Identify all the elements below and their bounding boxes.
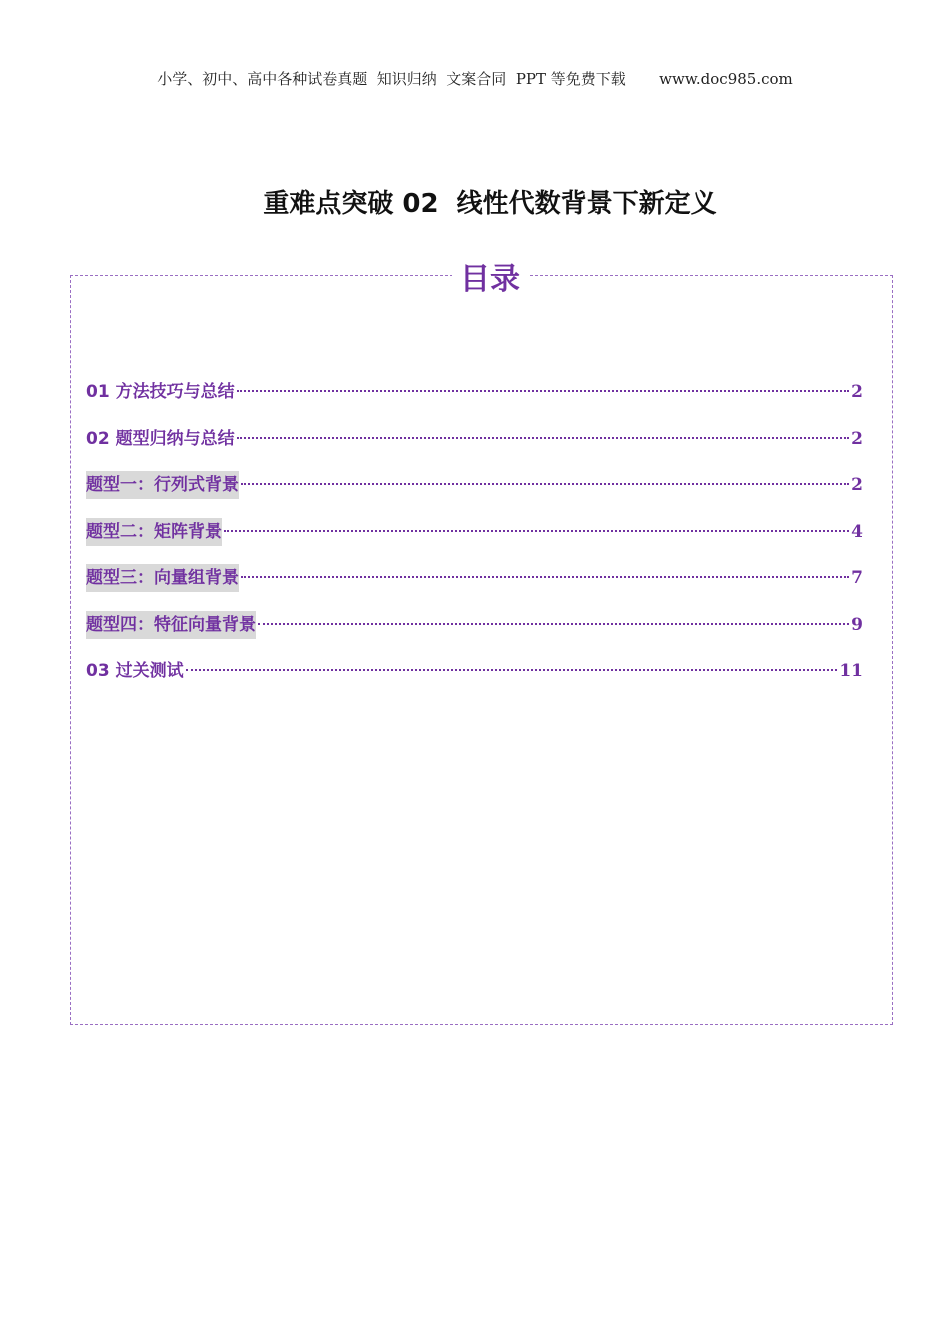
toc-leader-dots	[224, 530, 849, 532]
toc-entry-page: 7	[851, 568, 863, 588]
toc-entry-page: 2	[851, 428, 863, 449]
toc-entry-matrix[interactable]	[86, 518, 863, 565]
document-title: 重难点突破 02 线性代数背景下新定义	[263, 189, 717, 219]
toc-entry-label: 题型一：行列式背景	[86, 471, 239, 499]
page-header: 小学、初中、高中各种试卷真题 知识归纳 文案合同 PPT 等免费下载 www.doc985.com	[157, 70, 793, 88]
toc-leader-dots	[241, 576, 849, 578]
toc-leader-dots	[241, 483, 849, 485]
toc-entry-label: 02 题型归纳与总结	[86, 428, 235, 449]
toc-entry-label: 01 方法技巧与总结	[86, 382, 235, 402]
toc-entry-label: 题型四：特征向量背景	[86, 611, 256, 639]
toc-list	[86, 378, 863, 704]
toc-entry-question-types[interactable]	[86, 425, 863, 472]
toc-entry-test[interactable]	[86, 657, 863, 704]
toc-leader-dots	[186, 669, 838, 671]
toc-entry-page: 11	[839, 661, 863, 681]
toc-entry-page: 2	[851, 475, 863, 495]
toc-leader-dots	[258, 623, 849, 625]
toc-leader-dots	[237, 437, 850, 439]
toc-entry-label: 题型二：矩阵背景	[86, 518, 222, 546]
toc-entry-vector-group[interactable]	[86, 564, 863, 611]
toc-entry-page: 4	[851, 521, 863, 542]
toc-entry-label: 03 过关测试	[86, 661, 184, 681]
toc-entry-page: 9	[851, 614, 863, 635]
toc-leader-dots	[237, 390, 850, 392]
toc-entry-eigenvector[interactable]	[86, 611, 863, 658]
toc-entry-method-summary[interactable]	[86, 378, 863, 425]
toc-entry-determinant[interactable]	[86, 471, 863, 518]
toc-entry-page: 2	[851, 382, 863, 402]
toc-entry-label: 题型三：向量组背景	[86, 564, 239, 592]
toc-heading: 目录	[452, 258, 528, 302]
